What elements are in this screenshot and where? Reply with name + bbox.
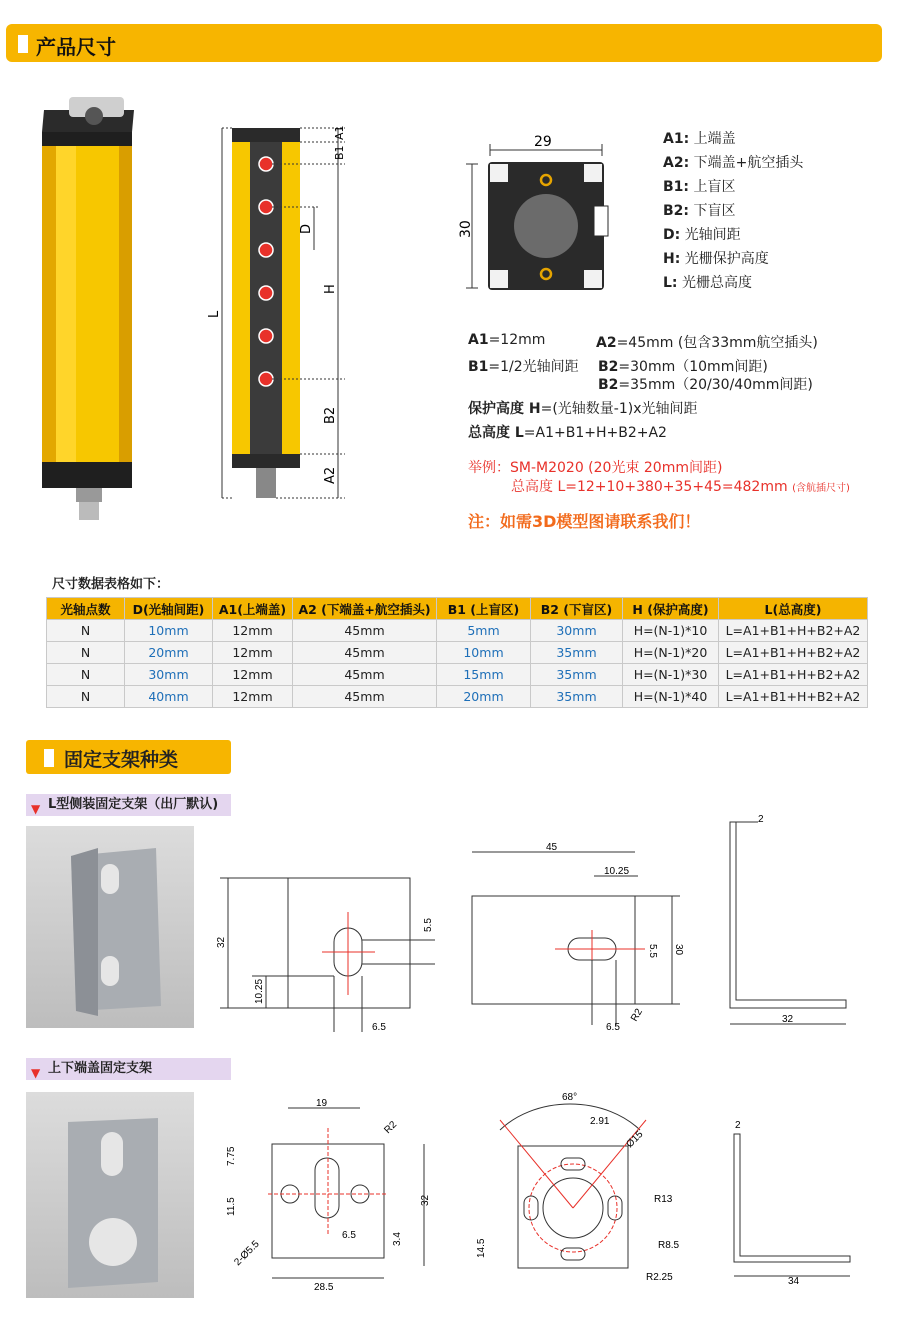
connector-height: 30: [458, 220, 474, 238]
example-line1: 举例：SM-M2020 (20光束 20mm间距): [468, 460, 723, 476]
svg-text:34: 34: [788, 1276, 800, 1287]
table-row: N 20mm 12mm 45mm 10mm 35mm H=(N-1)*20 L=A1+B1+H+B2+A2: [47, 642, 868, 664]
col-header: H (保护高度): [623, 598, 719, 620]
legend-h: H: 光栅保护高度: [663, 251, 769, 267]
svg-text:6.5: 6.5: [606, 1022, 620, 1033]
svg-text:2: 2: [758, 814, 764, 825]
bracket2-photo: [26, 1092, 194, 1298]
param-b2b: B2=35mm（20/30/40mm间距): [598, 377, 813, 393]
param-b1: B1=1/2光轴间距: [468, 359, 579, 375]
svg-text:Ø15: Ø15: [624, 1128, 646, 1151]
table-header-row: [47, 598, 868, 620]
model-note: 注：如需3D模型图请联系我们！: [468, 512, 701, 531]
param-b2a: B2=30mm（10mm间距): [598, 359, 768, 375]
led-5: [259, 329, 273, 343]
label-b1: B1: [333, 145, 346, 160]
svg-text:45: 45: [546, 842, 558, 853]
svg-text:R8.5: R8.5: [658, 1240, 680, 1251]
label-l: L: [207, 310, 222, 318]
table-row: N 10mm 12mm 45mm 5mm 30mm H=(N-1)*10 L=A1+B1+H+B2+A2: [47, 620, 868, 642]
led-2: [259, 200, 273, 214]
param-l: 总高度 L=A1+B1+H+B2+A2: [468, 425, 667, 441]
legend-b2: B2: 下盲区: [663, 203, 736, 219]
example-line2: 总高度 L=12+10+380+35+45=482mm (含航插尺寸): [511, 479, 850, 495]
table-row: N 30mm 12mm 45mm 15mm 35mm H=(N-1)*30 L=A1+B1+H+B2+A2: [47, 664, 868, 686]
label-h: H: [323, 284, 338, 294]
svg-text:5.5: 5.5: [423, 918, 434, 932]
col-header: D(光轴间距): [125, 598, 213, 620]
svg-text:10.25: 10.25: [254, 978, 265, 1004]
bracket1-top-view: [460, 840, 700, 1040]
svg-text:5.5: 5.5: [647, 944, 658, 958]
col-header: 光轴点数: [47, 598, 125, 620]
legend-a2: A2: 下端盖+航空插头: [663, 155, 804, 171]
header-marker: [18, 35, 28, 53]
bracket1-tag: ▼ L型侧装固定支架（出厂默认): [26, 794, 231, 816]
led-3: [259, 243, 273, 257]
svg-text:32: 32: [782, 1014, 794, 1025]
svg-text:28.5: 28.5: [314, 1282, 334, 1293]
bracket-section-title: 固定支架种类: [64, 749, 179, 771]
svg-text:14.5: 14.5: [476, 1238, 487, 1258]
svg-text:3.4: 3.4: [392, 1232, 403, 1246]
header-bar: [6, 24, 882, 62]
svg-text:2.91: 2.91: [590, 1116, 610, 1127]
bracket-section-marker: [44, 749, 54, 767]
svg-text:R2: R2: [629, 1006, 645, 1024]
param-a1: A1=12mm: [468, 332, 546, 348]
heart-down-icon: ▼: [31, 1066, 41, 1080]
svg-text:R2: R2: [382, 1119, 400, 1137]
svg-text:6.5: 6.5: [372, 1022, 386, 1033]
bracket1-photo: [26, 826, 194, 1028]
svg-text:10.25: 10.25: [604, 866, 630, 877]
led-4: [259, 286, 273, 300]
side-dimension-diagram: [207, 118, 360, 518]
table-row: N 40mm 12mm 45mm 20mm 35mm H=(N-1)*40 L=A1+B1+H+B2+A2: [47, 686, 868, 708]
svg-text:2-Ø5.5: 2-Ø5.5: [232, 1238, 262, 1269]
svg-text:2: 2: [735, 1120, 741, 1131]
connector-end-view: [450, 128, 620, 298]
spec-table: [46, 597, 868, 708]
label-b2: B2: [323, 406, 338, 424]
col-header: L(总高度): [719, 598, 868, 620]
led-6: [259, 372, 273, 386]
heart-down-icon: ▼: [31, 802, 41, 816]
svg-text:68°: 68°: [562, 1092, 578, 1103]
bracket2-top-view: [470, 1090, 700, 1300]
bracket2-side-view: [716, 1110, 866, 1290]
svg-text:R13: R13: [654, 1194, 673, 1205]
svg-text:19: 19: [316, 1098, 328, 1109]
label-a1: A1: [333, 125, 346, 140]
header-title: 产品尺寸: [36, 35, 116, 59]
legend-a1: A1: 上端盖: [663, 131, 736, 147]
legend-d: D: 光轴间距: [663, 227, 741, 243]
svg-text:7.75: 7.75: [226, 1146, 237, 1166]
bracket1-front-view: [210, 840, 450, 1040]
legend-b1: B1: 上盲区: [663, 179, 736, 195]
label-d: D: [299, 223, 314, 234]
table-caption: 尺寸数据表格如下：: [52, 577, 170, 592]
col-header: B1 (上盲区): [437, 598, 531, 620]
col-header: A1(上端盖): [213, 598, 293, 620]
connector-width: 29: [534, 134, 552, 150]
svg-text:11.5: 11.5: [226, 1197, 237, 1216]
col-header: B2 (下盲区): [531, 598, 623, 620]
bracket2-front-view: [210, 1096, 450, 1296]
svg-text:30: 30: [673, 944, 684, 956]
bracket1-side-view: [712, 812, 862, 1032]
param-a2: A2=45mm (包含33mm航空插头): [596, 335, 818, 351]
label-a2: A2: [323, 466, 338, 484]
param-h: 保护高度 H=(光轴数量-1)x光轴间距: [468, 401, 698, 417]
bracket2-tag: ▼ 上下端盖固定支架: [26, 1058, 231, 1080]
col-header: A2 (下端盖+航空插头): [293, 598, 437, 620]
svg-text:6.5: 6.5: [342, 1230, 356, 1241]
legend-l: L: 光栅总高度: [663, 275, 752, 291]
svg-text:32: 32: [420, 1194, 431, 1206]
led-1: [259, 157, 273, 171]
product-photo: [24, 92, 194, 532]
svg-text:32: 32: [216, 936, 227, 948]
svg-text:R2.25: R2.25: [646, 1272, 673, 1283]
